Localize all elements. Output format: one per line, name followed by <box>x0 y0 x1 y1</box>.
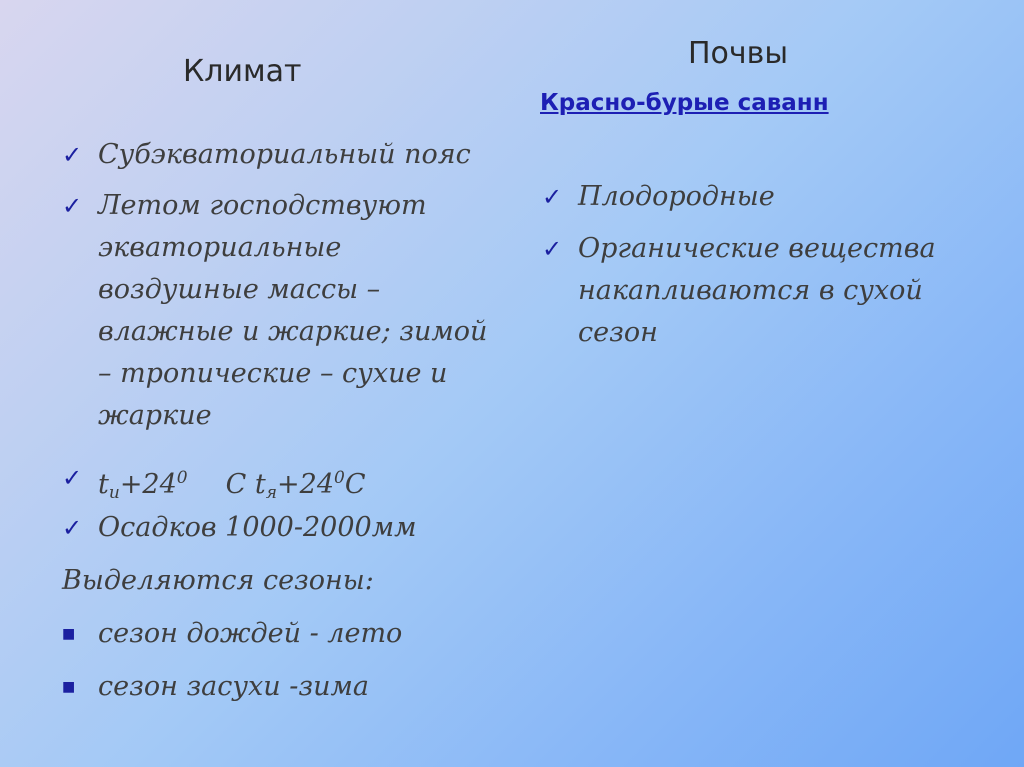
soils-heading: Почвы <box>688 36 789 71</box>
season-item <box>62 666 512 708</box>
list-item-text: Летом господствуют экваториальные воздушные массы – влажные и жаркие; зимой – тропические – сухие и жаркие <box>98 190 488 431</box>
square-bullet-icon: ■ <box>62 626 76 642</box>
season-item <box>62 613 512 655</box>
list-item-text: Субэкваториальный пояс <box>98 139 471 170</box>
list-item <box>542 228 982 354</box>
soils-subheading: Красно-бурые саванн <box>540 90 829 116</box>
list-item-text: Осадков 1000-2000мм <box>98 512 417 543</box>
check-icon: ✓ <box>62 464 83 492</box>
temperature-text: $t_и+24^0$ С $t_я+24^0С$ <box>98 468 366 503</box>
check-icon: ✓ <box>62 514 83 542</box>
list-item <box>62 134 512 176</box>
check-icon: ✓ <box>542 183 563 211</box>
list-item <box>542 176 982 218</box>
list-item-text: Органические вещества накапливаются в сухой сезон <box>578 233 936 348</box>
check-icon: ✓ <box>62 192 83 220</box>
list-item <box>62 507 512 549</box>
check-icon: ✓ <box>542 235 563 263</box>
temperature-item <box>62 457 512 514</box>
season-text: сезон засухи -зима <box>98 671 369 702</box>
climate-heading: Климат <box>183 54 302 89</box>
check-icon: ✓ <box>62 141 83 169</box>
season-text: сезон дождей - лето <box>98 618 403 649</box>
list-item <box>62 185 512 437</box>
square-bullet-icon: ■ <box>62 679 76 695</box>
seasons-label: Выделяются сезоны: <box>62 565 374 596</box>
list-item-text: Плодородные <box>578 181 775 212</box>
